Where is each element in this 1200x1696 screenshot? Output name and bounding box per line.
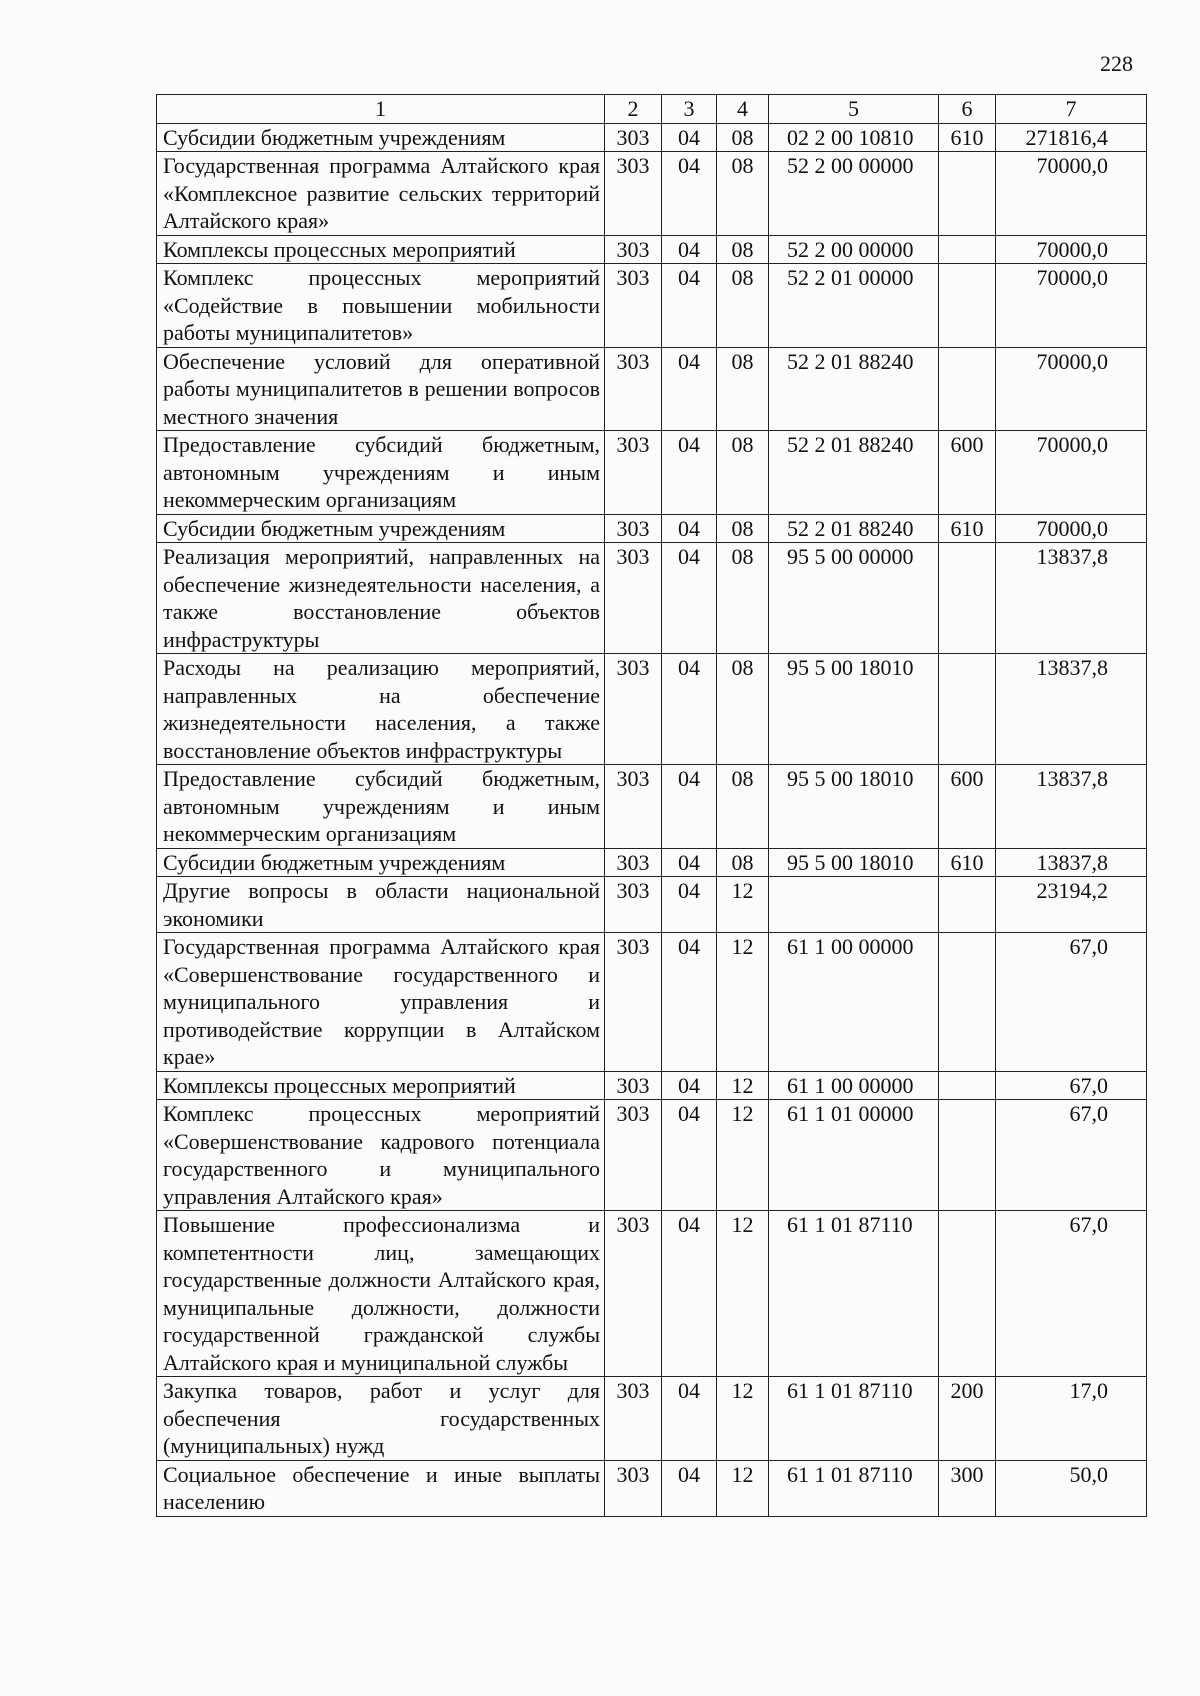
amount: 13837,8 bbox=[996, 654, 1147, 765]
target-article-code: 52 2 01 88240 bbox=[769, 514, 939, 543]
subsection-code: 08 bbox=[717, 123, 769, 152]
row-description: Обеспечение условий для оперативной работы муниципалитетов в решении вопросов местного значения bbox=[157, 347, 605, 431]
target-article-code: 52 2 01 88240 bbox=[769, 347, 939, 431]
table-row bbox=[157, 123, 1147, 152]
table-row bbox=[157, 1071, 1147, 1100]
table-row bbox=[157, 1377, 1147, 1461]
ministry-code: 303 bbox=[605, 264, 662, 348]
expense-type-code bbox=[939, 1071, 996, 1100]
row-description: Комплекс процессных мероприятий «Содействие в повышении мобильности работы муниципалитетов» bbox=[157, 264, 605, 348]
target-article-code: 61 1 01 00000 bbox=[769, 1100, 939, 1211]
table-row bbox=[157, 848, 1147, 877]
table-header-row bbox=[157, 95, 1147, 124]
target-article-code: 95 5 00 18010 bbox=[769, 654, 939, 765]
header-cell: 2 bbox=[605, 95, 662, 124]
subsection-code: 12 bbox=[717, 1460, 769, 1516]
ministry-code: 303 bbox=[605, 877, 662, 933]
section-code: 04 bbox=[662, 347, 717, 431]
ministry-code: 303 bbox=[605, 347, 662, 431]
amount: 50,0 bbox=[996, 1460, 1147, 1516]
amount: 17,0 bbox=[996, 1377, 1147, 1461]
amount: 70000,0 bbox=[996, 264, 1147, 348]
expense-type-code: 610 bbox=[939, 123, 996, 152]
subsection-code: 12 bbox=[717, 1100, 769, 1211]
header-cell: 3 bbox=[662, 95, 717, 124]
target-article-code: 61 1 00 00000 bbox=[769, 933, 939, 1072]
expense-type-code bbox=[939, 1211, 996, 1377]
amount: 67,0 bbox=[996, 1100, 1147, 1211]
table-row bbox=[157, 933, 1147, 1072]
amount: 70000,0 bbox=[996, 514, 1147, 543]
row-description: Предоставление субсидий бюджетным, автономным учреждениям и иным некоммерческим организациям bbox=[157, 431, 605, 515]
subsection-code: 08 bbox=[717, 514, 769, 543]
table-row bbox=[157, 264, 1147, 348]
ministry-code: 303 bbox=[605, 765, 662, 849]
ministry-code: 303 bbox=[605, 654, 662, 765]
table-row bbox=[157, 654, 1147, 765]
target-article-code: 61 1 00 00000 bbox=[769, 1071, 939, 1100]
amount: 13837,8 bbox=[996, 765, 1147, 849]
amount: 67,0 bbox=[996, 933, 1147, 1072]
amount: 13837,8 bbox=[996, 543, 1147, 654]
section-code: 04 bbox=[662, 264, 717, 348]
expense-type-code: 610 bbox=[939, 514, 996, 543]
subsection-code: 08 bbox=[717, 543, 769, 654]
subsection-code: 12 bbox=[717, 1377, 769, 1461]
expense-type-code bbox=[939, 235, 996, 264]
table-row bbox=[157, 235, 1147, 264]
target-article-code bbox=[769, 877, 939, 933]
subsection-code: 08 bbox=[717, 654, 769, 765]
row-description: Субсидии бюджетным учреждениям bbox=[157, 514, 605, 543]
header-cell: 1 bbox=[157, 95, 605, 124]
ministry-code: 303 bbox=[605, 152, 662, 236]
table-row bbox=[157, 514, 1147, 543]
table-row bbox=[157, 431, 1147, 515]
section-code: 04 bbox=[662, 514, 717, 543]
ministry-code: 303 bbox=[605, 431, 662, 515]
table-row bbox=[157, 1100, 1147, 1211]
amount: 13837,8 bbox=[996, 848, 1147, 877]
header-cell: 5 bbox=[769, 95, 939, 124]
amount: 67,0 bbox=[996, 1071, 1147, 1100]
subsection-code: 12 bbox=[717, 1071, 769, 1100]
section-code: 04 bbox=[662, 765, 717, 849]
row-description: Государственная программа Алтайского края «Совершенствование государственного и муниципального управления и противодействие коррупции в Алтайском крае» bbox=[157, 933, 605, 1072]
amount: 70000,0 bbox=[996, 431, 1147, 515]
expense-type-code bbox=[939, 654, 996, 765]
ministry-code: 303 bbox=[605, 1377, 662, 1461]
section-code: 04 bbox=[662, 1100, 717, 1211]
section-code: 04 bbox=[662, 431, 717, 515]
row-description: Государственная программа Алтайского края «Комплексное развитие сельских территорий Алтайского края» bbox=[157, 152, 605, 236]
row-description: Социальное обеспечение и иные выплаты населению bbox=[157, 1460, 605, 1516]
expense-type-code bbox=[939, 264, 996, 348]
table-row bbox=[157, 1211, 1147, 1377]
section-code: 04 bbox=[662, 543, 717, 654]
section-code: 04 bbox=[662, 1071, 717, 1100]
expense-type-code bbox=[939, 347, 996, 431]
budget-table bbox=[156, 94, 1147, 1517]
ministry-code: 303 bbox=[605, 514, 662, 543]
subsection-code: 08 bbox=[717, 848, 769, 877]
header-cell: 4 bbox=[717, 95, 769, 124]
target-article-code: 61 1 01 87110 bbox=[769, 1460, 939, 1516]
row-description: Комплекс процессных мероприятий «Совершенствование кадрового потенциала государственного и муниципального управления Алтайского края» bbox=[157, 1100, 605, 1211]
subsection-code: 12 bbox=[717, 1211, 769, 1377]
section-code: 04 bbox=[662, 1460, 717, 1516]
expense-type-code: 600 bbox=[939, 431, 996, 515]
page-number: 228 bbox=[1100, 51, 1133, 76]
table-row bbox=[157, 152, 1147, 236]
row-description: Предоставление субсидий бюджетным, автономным учреждениям и иным некоммерческим организациям bbox=[157, 765, 605, 849]
subsection-code: 08 bbox=[717, 152, 769, 236]
row-description: Закупка товаров, работ и услуг для обеспечения государственных (муниципальных) нужд bbox=[157, 1377, 605, 1461]
expense-type-code: 200 bbox=[939, 1377, 996, 1461]
target-article-code: 95 5 00 18010 bbox=[769, 765, 939, 849]
target-article-code: 95 5 00 00000 bbox=[769, 543, 939, 654]
target-article-code: 02 2 00 10810 bbox=[769, 123, 939, 152]
table-row bbox=[157, 1460, 1147, 1516]
target-article-code: 52 2 00 00000 bbox=[769, 235, 939, 264]
target-article-code: 61 1 01 87110 bbox=[769, 1211, 939, 1377]
expense-type-code bbox=[939, 933, 996, 1072]
table-row bbox=[157, 765, 1147, 849]
row-description: Субсидии бюджетным учреждениям bbox=[157, 848, 605, 877]
expense-type-code bbox=[939, 877, 996, 933]
ministry-code: 303 bbox=[605, 1211, 662, 1377]
target-article-code: 52 2 00 00000 bbox=[769, 152, 939, 236]
ministry-code: 303 bbox=[605, 235, 662, 264]
target-article-code: 95 5 00 18010 bbox=[769, 848, 939, 877]
target-article-code: 52 2 01 88240 bbox=[769, 431, 939, 515]
section-code: 04 bbox=[662, 123, 717, 152]
section-code: 04 bbox=[662, 235, 717, 264]
subsection-code: 08 bbox=[717, 347, 769, 431]
subsection-code: 08 bbox=[717, 264, 769, 348]
table-row bbox=[157, 877, 1147, 933]
ministry-code: 303 bbox=[605, 848, 662, 877]
ministry-code: 303 bbox=[605, 1100, 662, 1211]
table-row bbox=[157, 543, 1147, 654]
section-code: 04 bbox=[662, 1211, 717, 1377]
target-article-code: 61 1 01 87110 bbox=[769, 1377, 939, 1461]
subsection-code: 12 bbox=[717, 933, 769, 1072]
ministry-code: 303 bbox=[605, 1460, 662, 1516]
expense-type-code: 300 bbox=[939, 1460, 996, 1516]
header-cell: 6 bbox=[939, 95, 996, 124]
ministry-code: 303 bbox=[605, 543, 662, 654]
expense-type-code: 600 bbox=[939, 765, 996, 849]
row-description: Субсидии бюджетным учреждениям bbox=[157, 123, 605, 152]
ministry-code: 303 bbox=[605, 123, 662, 152]
section-code: 04 bbox=[662, 654, 717, 765]
row-description: Реализация мероприятий, направленных на обеспечение жизнедеятельности населения, а также восстановление объектов инфраструктуры bbox=[157, 543, 605, 654]
amount: 23194,2 bbox=[996, 877, 1147, 933]
section-code: 04 bbox=[662, 848, 717, 877]
amount: 70000,0 bbox=[996, 152, 1147, 236]
ministry-code: 303 bbox=[605, 1071, 662, 1100]
amount: 70000,0 bbox=[996, 235, 1147, 264]
subsection-code: 08 bbox=[717, 431, 769, 515]
expense-type-code bbox=[939, 1100, 996, 1211]
expense-type-code bbox=[939, 543, 996, 654]
section-code: 04 bbox=[662, 933, 717, 1072]
amount: 67,0 bbox=[996, 1211, 1147, 1377]
amount: 271816,4 bbox=[996, 123, 1147, 152]
table-row bbox=[157, 347, 1147, 431]
row-description: Другие вопросы в области национальной экономики bbox=[157, 877, 605, 933]
section-code: 04 bbox=[662, 877, 717, 933]
ministry-code: 303 bbox=[605, 933, 662, 1072]
row-description: Комплексы процессных мероприятий bbox=[157, 1071, 605, 1100]
section-code: 04 bbox=[662, 152, 717, 236]
expense-type-code: 610 bbox=[939, 848, 996, 877]
row-description: Расходы на реализацию мероприятий, направленных на обеспечение жизнедеятельности населения, а также восстановление объектов инфраструктуры bbox=[157, 654, 605, 765]
subsection-code: 08 bbox=[717, 765, 769, 849]
expense-type-code bbox=[939, 152, 996, 236]
row-description: Комплексы процессных мероприятий bbox=[157, 235, 605, 264]
section-code: 04 bbox=[662, 1377, 717, 1461]
header-cell: 7 bbox=[996, 95, 1147, 124]
target-article-code: 52 2 01 00000 bbox=[769, 264, 939, 348]
row-description: Повышение профессионализма и компетентности лиц, замещающих государственные должности Алтайского края, муниципальные должности, должности государственной гражданской службы Алтайского края и муниципальной службы bbox=[157, 1211, 605, 1377]
subsection-code: 12 bbox=[717, 877, 769, 933]
amount: 70000,0 bbox=[996, 347, 1147, 431]
subsection-code: 08 bbox=[717, 235, 769, 264]
